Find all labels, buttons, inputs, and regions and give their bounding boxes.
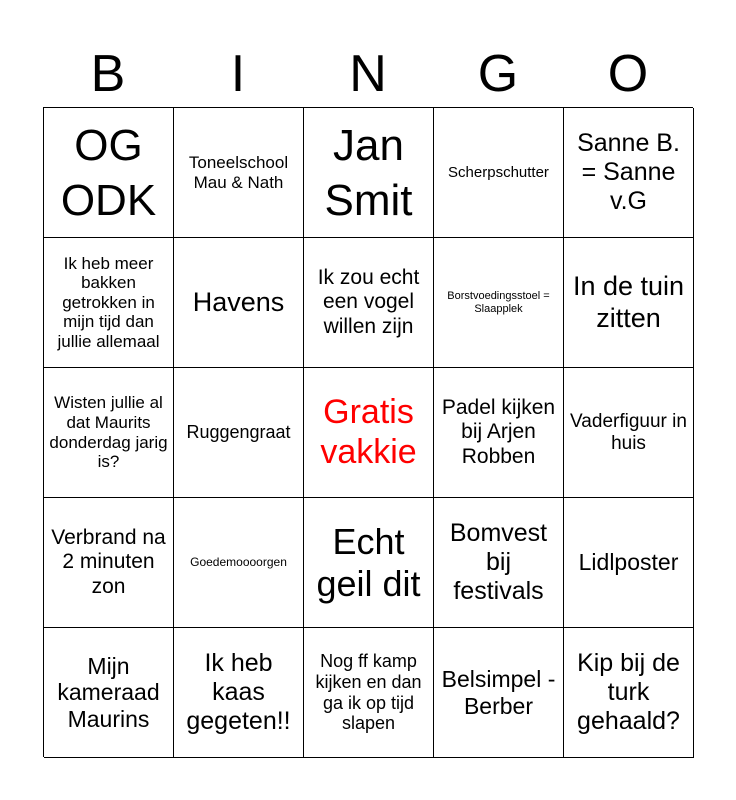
bingo-cell: Vaderfiguur in huis — [564, 368, 694, 498]
bingo-cell: Ruggengraat — [174, 368, 304, 498]
bingo-cell: Echt geil dit — [304, 498, 434, 628]
bingo-cell: Wisten jullie al dat Maurits donderdag jarig is? — [44, 368, 174, 498]
bingo-cell: Borstvoedingsstoel = Slaapplek — [434, 238, 564, 368]
header-letter-g: G — [477, 45, 519, 103]
free-space-cell: Gratis vakkie — [304, 368, 434, 498]
bingo-cell: Goedemoooorgen — [174, 498, 304, 628]
bingo-cell: OG ODK — [44, 108, 174, 238]
bingo-cell: Jan Smit — [304, 108, 434, 238]
header-letter-i: I — [230, 45, 246, 103]
bingo-cell: Sanne B. = Sanne v.G — [564, 108, 694, 238]
header-letter-b: B — [90, 45, 126, 103]
bingo-cell: Belsimpel - Berber — [434, 628, 564, 758]
bingo-cell: Bomvest bij festivals — [434, 498, 564, 628]
bingo-cell: Havens — [174, 238, 304, 368]
bingo-cell: Ik heb kaas gegeten!! — [174, 628, 304, 758]
bingo-cell: Verbrand na 2 minuten zon — [44, 498, 174, 628]
header-letter-o: O — [607, 45, 649, 103]
bingo-cell: Lidlposter — [564, 498, 694, 628]
header-letter-n: N — [349, 45, 387, 103]
bingo-cell: Ik zou echt een vogel willen zijn — [304, 238, 434, 368]
bingo-card-grid — [43, 107, 693, 757]
bingo-cell: Kip bij de turk gehaald? — [564, 628, 694, 758]
bingo-cell: Toneelschool Mau & Nath — [174, 108, 304, 238]
bingo-header — [43, 40, 693, 108]
bingo-cell: Mijn kameraad Maurins — [44, 628, 174, 758]
bingo-cell: Ik heb meer bakken getrokken in mijn tijd dan jullie allemaal — [44, 238, 174, 368]
bingo-cell: Nog ff kamp kijken en dan ga ik op tijd slapen — [304, 628, 434, 758]
bingo-cell: Padel kijken bij Arjen Robben — [434, 368, 564, 498]
bingo-cell: In de tuin zitten — [564, 238, 694, 368]
bingo-cell: Scherpschutter — [434, 108, 564, 238]
